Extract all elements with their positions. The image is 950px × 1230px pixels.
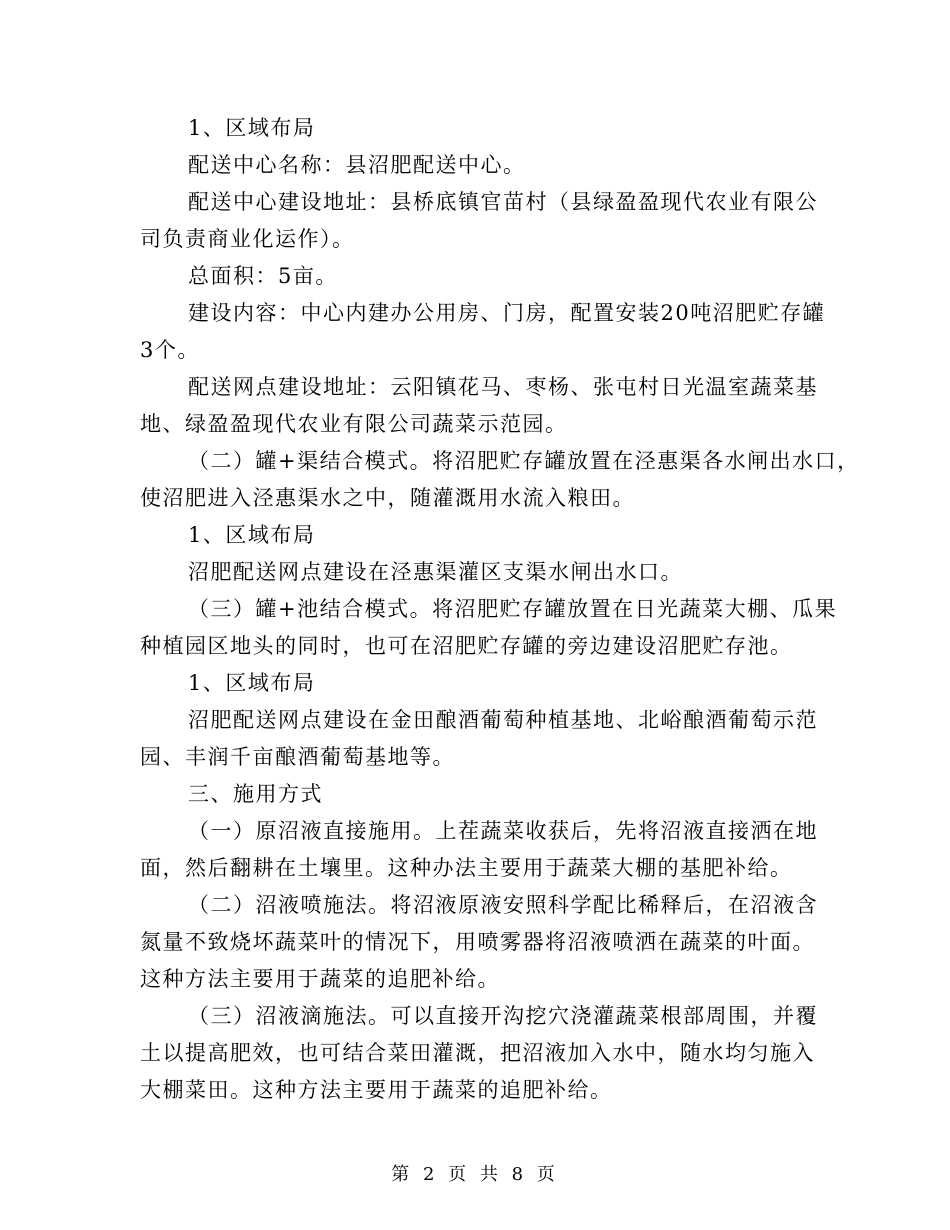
paragraph-line: 配送中心名称：县沼肥配送中心。 bbox=[188, 153, 526, 177]
paragraph-line: 配送中心建设地址：县桥底镇官苗村（县绿盈盈现代农业有限公 bbox=[188, 190, 818, 214]
paragraph-line: 这种方法主要用于蔬菜的追肥补给。 bbox=[140, 967, 500, 991]
paragraph-line: 园、丰润千亩酿酒葡萄基地等。 bbox=[140, 745, 455, 769]
paragraph-line: 沼肥配送网点建设在金田酿酒葡萄种植基地、北峪酿酒葡萄示范 bbox=[188, 708, 818, 732]
heading-regional-layout: 1、区域布局 bbox=[188, 523, 316, 547]
paragraph-line: 氮量不致烧坏蔬菜叶的情况下，用喷雾器将沼液喷洒在蔬菜的叶面。 bbox=[140, 930, 815, 954]
paragraph-line: 使沼肥进入泾惠渠水之中，随灌溉用水流入粮田。 bbox=[140, 486, 635, 510]
paragraph-line: 地、绿盈盈现代农业有限公司蔬菜示范园。 bbox=[140, 412, 568, 436]
paragraph-line: （二）罐+渠结合模式。将沼肥贮存罐放置在泾惠渠各水闸出水口， bbox=[188, 449, 860, 473]
heading-application-method: 三、施用方式 bbox=[188, 782, 323, 806]
paragraph-line: （三）罐+池结合模式。将沼肥贮存罐放置在日光蔬菜大棚、瓜果 bbox=[188, 597, 838, 621]
paragraph-line: 面，然后翻耕在土壤里。这种办法主要用于蔬菜大棚的基肥补给。 bbox=[140, 856, 793, 880]
paragraph-line: （三）沼液滴施法。可以直接开沟挖穴浇灌蔬菜根部周围，并覆 bbox=[188, 1004, 818, 1028]
heading-regional-layout: 1、区域布局 bbox=[188, 671, 316, 695]
paragraph-line: 总面积：5亩。 bbox=[188, 264, 338, 288]
paragraph-line: 配送网点建设地址：云阳镇花马、枣杨、张屯村日光温室蔬菜基 bbox=[188, 375, 818, 399]
page-number-footer: 第 2 页 共 8 页 bbox=[391, 1164, 559, 1185]
paragraph-line: 种植园区地头的同时，也可在沼肥贮存罐的旁边建设沼肥贮存池。 bbox=[140, 634, 793, 658]
paragraph-line: 土以提高肥效，也可结合菜田灌溉，把沼液加入水中，随水均匀施入 bbox=[140, 1041, 815, 1065]
heading-regional-layout: 1、区域布局 bbox=[188, 116, 316, 140]
paragraph-line: 司负责商业化运作）。 bbox=[140, 227, 355, 251]
paragraph-line: 建设内容：中心内建办公用房、门房，配置安装20吨沼肥贮存罐 bbox=[188, 301, 826, 325]
paragraph-line: 3个。 bbox=[140, 338, 200, 362]
paragraph-line: 沼肥配送网点建设在泾惠渠灌区支渠水闸出水口。 bbox=[188, 560, 683, 584]
paragraph-line: （二）沼液喷施法。将沼液原液安照科学配比稀释后，在沼液含 bbox=[188, 893, 818, 917]
paragraph-line: 大棚菜田。这种方法主要用于蔬菜的追肥补给。 bbox=[140, 1078, 613, 1102]
paragraph-line: （一）原沼液直接施用。上茬蔬菜收获后，先将沼液直接洒在地 bbox=[188, 819, 818, 843]
